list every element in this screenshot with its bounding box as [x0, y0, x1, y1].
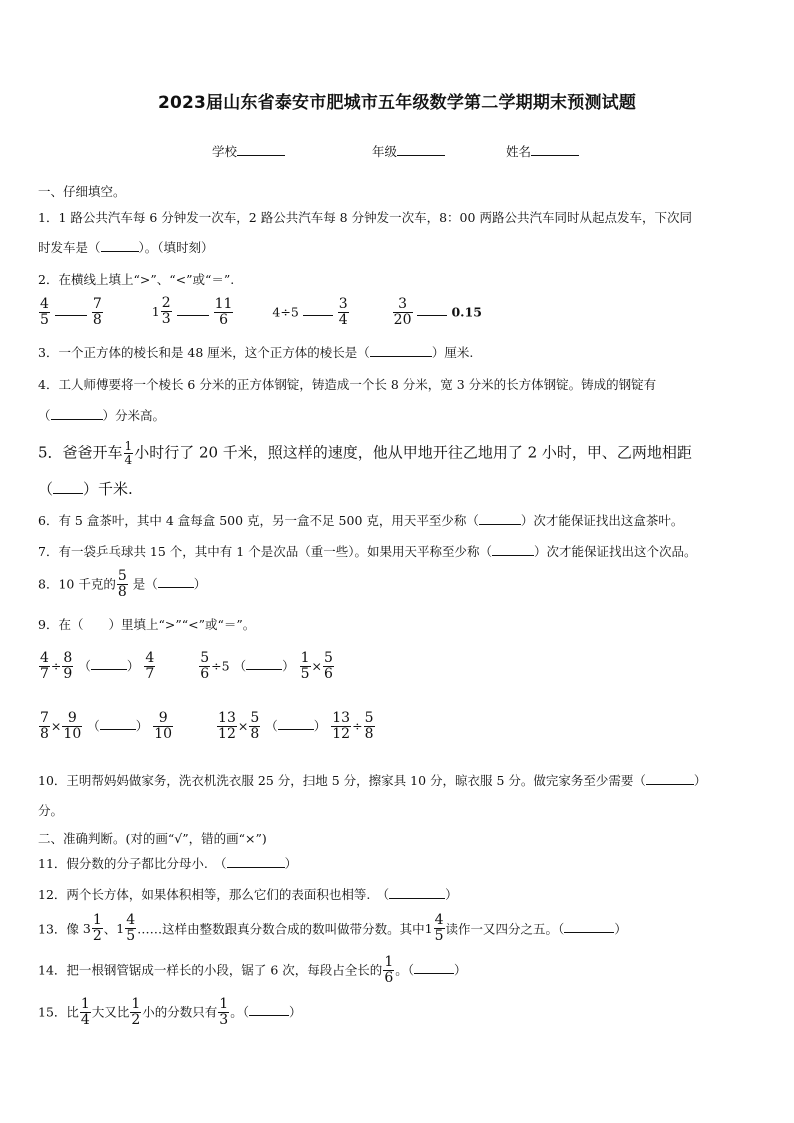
q9-row2: $\frac{7}{8}$ × $\frac{9}{10}$ （ ） $\frac{9}{10}$ $\frac{13}{12}$ × $\frac{5}{8}$ （ ） $\frac{13}{12}$ ÷ $\frac{5}{8}$	[40, 710, 374, 743]
fraction: $\frac{13}{12}$	[332, 710, 351, 743]
q8	[38, 569, 206, 601]
q15-answer-blank[interactable]	[249, 1005, 289, 1016]
fraction: $\frac{5}{8}$	[364, 710, 374, 743]
q6	[38, 511, 683, 529]
q1-answer-blank[interactable]	[101, 241, 139, 252]
q11-text: 11．假分数的分子都比分母小. （	[38, 856, 227, 871]
q1-line2	[38, 238, 214, 256]
q5-text: 5．爸爸开车	[38, 443, 123, 462]
fraction: $\frac{1}{3}$	[219, 996, 229, 1029]
fraction: $\frac{5}{8}$	[250, 710, 260, 743]
fraction: $\frac{9}{10}$	[63, 710, 82, 743]
school-blank[interactable]	[237, 145, 285, 156]
q3	[38, 343, 473, 361]
q2-blank-3[interactable]	[303, 305, 333, 316]
q1-line1: 1．1 路公共汽车每 6 分钟发一次车，2 路公共汽车每 8 分钟发一次车，8：00 两路公共汽车同时从起点发车，下次同	[38, 210, 692, 225]
q5-line2	[38, 478, 133, 499]
q2-blank-2[interactable]	[177, 305, 209, 316]
mixed-number: 1 4 5	[424, 912, 444, 945]
name-field	[506, 142, 579, 160]
q12	[38, 885, 458, 903]
q13-answer-blank[interactable]	[564, 922, 614, 933]
q11	[38, 854, 297, 872]
q8-text-end: ）	[193, 576, 207, 592]
mixed-number: 1 2 3	[151, 295, 171, 328]
q10-paren-close: ）	[693, 773, 707, 788]
fraction: $\frac{1}{4}$	[80, 996, 90, 1029]
q6-answer-blank[interactable]	[479, 514, 521, 525]
q13-paren-close: ）	[614, 921, 627, 937]
q14-text: 14．把一根钢管锯成一样长的小段，锯了 6 次，每段占全长的	[38, 962, 383, 978]
section-2-heading: 二、准确判断。(对的画“√”，错的画“×”)	[38, 831, 267, 846]
q4-text-end: ）分米高。	[102, 408, 166, 423]
q5-text-cont: 小时行了 20 千米，照这样的速度，他从甲地开往乙地用了 2 小时，甲、乙两地相距	[134, 443, 692, 462]
q1-text: 时发车是（	[38, 240, 101, 255]
fraction: $\frac{13}{12}$	[218, 710, 236, 743]
q4-answer-blank[interactable]	[51, 409, 103, 420]
q14	[38, 955, 467, 987]
q9-blank-3[interactable]	[100, 719, 136, 730]
q10-line1	[38, 771, 706, 789]
q3-text: 3．一个正方体的棱长和是 48 厘米，这个正方体的棱长是（	[38, 345, 370, 360]
name-blank[interactable]	[531, 145, 579, 156]
q11-answer-blank[interactable]	[227, 857, 285, 868]
q12-paren-close: ）	[445, 887, 458, 902]
q13: 13．像 3 1 2 、 1 4 5 ……这样由整数跟真分数合成的数叫做带分数。其中 1 4 5 读作一又四分之五。（ ）	[38, 912, 627, 945]
q12-answer-blank[interactable]	[389, 888, 445, 899]
q15-paren-open: 。（	[230, 1004, 249, 1020]
q6-text-end: ）次才能保证找出这盒茶叶。	[520, 513, 684, 528]
q1-text-end: ）。（填时刻）	[138, 240, 214, 255]
q15-text: 15．比	[38, 1004, 79, 1020]
fraction: $\frac{7}{8}$	[40, 710, 49, 743]
q10-answer-blank[interactable]	[646, 774, 694, 785]
q5-answer-blank[interactable]	[53, 483, 83, 494]
q9-text: 9．在（ ）里填上“>”“<”或“＝”。	[38, 617, 256, 632]
fraction: $\frac{1}{5}$	[300, 650, 310, 683]
fraction: $\frac{1}{4}$	[124, 439, 133, 468]
fraction: $\frac{4}{7}$	[145, 650, 155, 683]
fraction: $\frac{1}{2}$	[131, 996, 141, 1029]
q9-blank-2[interactable]	[246, 659, 282, 670]
q6-text: 6．有 5 盒茶叶，其中 4 盒每盒 500 克，另一盒不足 500 克，用天平至少称（	[38, 513, 479, 528]
q8-text-cont: 是（	[132, 576, 158, 592]
q8-text: 8．10 千克的	[38, 576, 116, 592]
q7	[38, 542, 696, 560]
grade-label: 年级	[372, 144, 398, 159]
grade-blank[interactable]	[397, 145, 445, 156]
q10-line2: 分。	[38, 803, 64, 818]
q7-text-end: ）次才能保证找出这个次品。	[533, 544, 697, 559]
q9-blank-1[interactable]	[91, 659, 127, 670]
fraction: $\frac{5}{6}$	[200, 650, 210, 683]
fraction: $\frac{7}{8}$	[92, 296, 102, 329]
q13-text-cont: ……这样由整数跟真分数合成的数叫做带分数。其中	[137, 921, 425, 937]
q13-text: 13．像	[38, 921, 79, 937]
fraction: $\frac{1}{6}$	[384, 954, 394, 987]
q15-paren-close: ）	[288, 1004, 302, 1020]
fraction: $\frac{3}{4}$	[338, 296, 348, 329]
division-expression: 4÷5	[272, 304, 299, 320]
mixed-number: 3 1 2	[82, 912, 102, 945]
q15	[38, 997, 301, 1029]
q2-text: 2．在横线上填上“>”、“<”或“＝”.	[38, 272, 235, 287]
decimal-value: 0.15	[451, 304, 482, 320]
q2-blank-1[interactable]	[55, 305, 87, 316]
q11-paren-close: ）	[284, 856, 298, 871]
q9-blank-4[interactable]	[278, 719, 314, 730]
q4-paren-open: （	[38, 408, 51, 423]
fraction: $\frac{4}{7}$	[40, 650, 49, 683]
q10-text: 10．王明帮妈妈做家务，洗衣机洗衣服 25 分，扫地 5 分，擦家具 10 分，晾衣服 5 分。做完家务至少需要（	[38, 773, 646, 788]
fraction: $\frac{3}{20}$	[393, 296, 412, 329]
q5-text-end: ）千米.	[83, 480, 133, 498]
fraction: $\frac{5}{6}$	[323, 650, 333, 683]
q5-paren-open: （	[38, 480, 54, 498]
fraction: $\frac{5}{8}$	[117, 568, 127, 601]
fraction: $\frac{11}{6}$	[214, 296, 233, 329]
q15-text-cont: 大又比	[91, 1004, 130, 1020]
mixed-number: 1 4 5	[116, 912, 136, 945]
q2-blank-4[interactable]	[417, 305, 447, 316]
school-label: 学校	[212, 144, 238, 159]
q8-answer-blank[interactable]	[158, 577, 194, 588]
q7-text: 7．有一袋乒乓球共 15 个，其中有 1 个是次品（重一些）。如果用天平称至少称（	[38, 544, 492, 559]
q12-text: 12．两个长方体，如果体积相等，那么它们的表面积也相等. （	[38, 887, 390, 902]
q5-line1	[38, 440, 692, 467]
school-field	[212, 142, 285, 160]
q3-text-end: ）厘米.	[431, 345, 474, 360]
q4-line2	[38, 406, 165, 424]
q14-paren-open: 。（	[395, 962, 414, 978]
q2-expressions	[38, 296, 482, 329]
q4-line1: 4．工人师傅要将一个棱长 6 分米的正方体钢锭，铸造成一个长 8 分米，宽 3 分米的长方体钢锭。铸成的钢锭有	[38, 377, 657, 392]
q7-answer-blank[interactable]	[492, 545, 534, 556]
q9-row1: $\frac{4}{7}$ ÷ $\frac{8}{9}$ （ ） $\frac{4}{7}$ $\frac{5}{6}$ ÷5 （ ） $\frac{1}{5}$ × $\frac{5}{6}$	[40, 650, 333, 683]
q3-answer-blank[interactable]	[370, 346, 432, 357]
name-label: 姓名	[506, 144, 532, 159]
grade-field	[372, 142, 445, 160]
q15-text-cont2: 小的分数只有	[142, 1004, 218, 1020]
q14-answer-blank[interactable]	[414, 963, 454, 974]
q14-paren-close: ）	[454, 962, 467, 978]
fraction: $\frac{8}{9}$	[63, 650, 73, 683]
page-title: 2023届山东省泰安市肥城市五年级数学第二学期期末预测试题	[157, 93, 637, 113]
fraction: $\frac{4}{5}$	[40, 296, 49, 329]
section-1-heading: 一、仔细填空。	[38, 184, 126, 199]
q13-text-end: 读作一又四分之五。（	[445, 921, 565, 937]
fraction: $\frac{9}{10}$	[154, 710, 173, 743]
